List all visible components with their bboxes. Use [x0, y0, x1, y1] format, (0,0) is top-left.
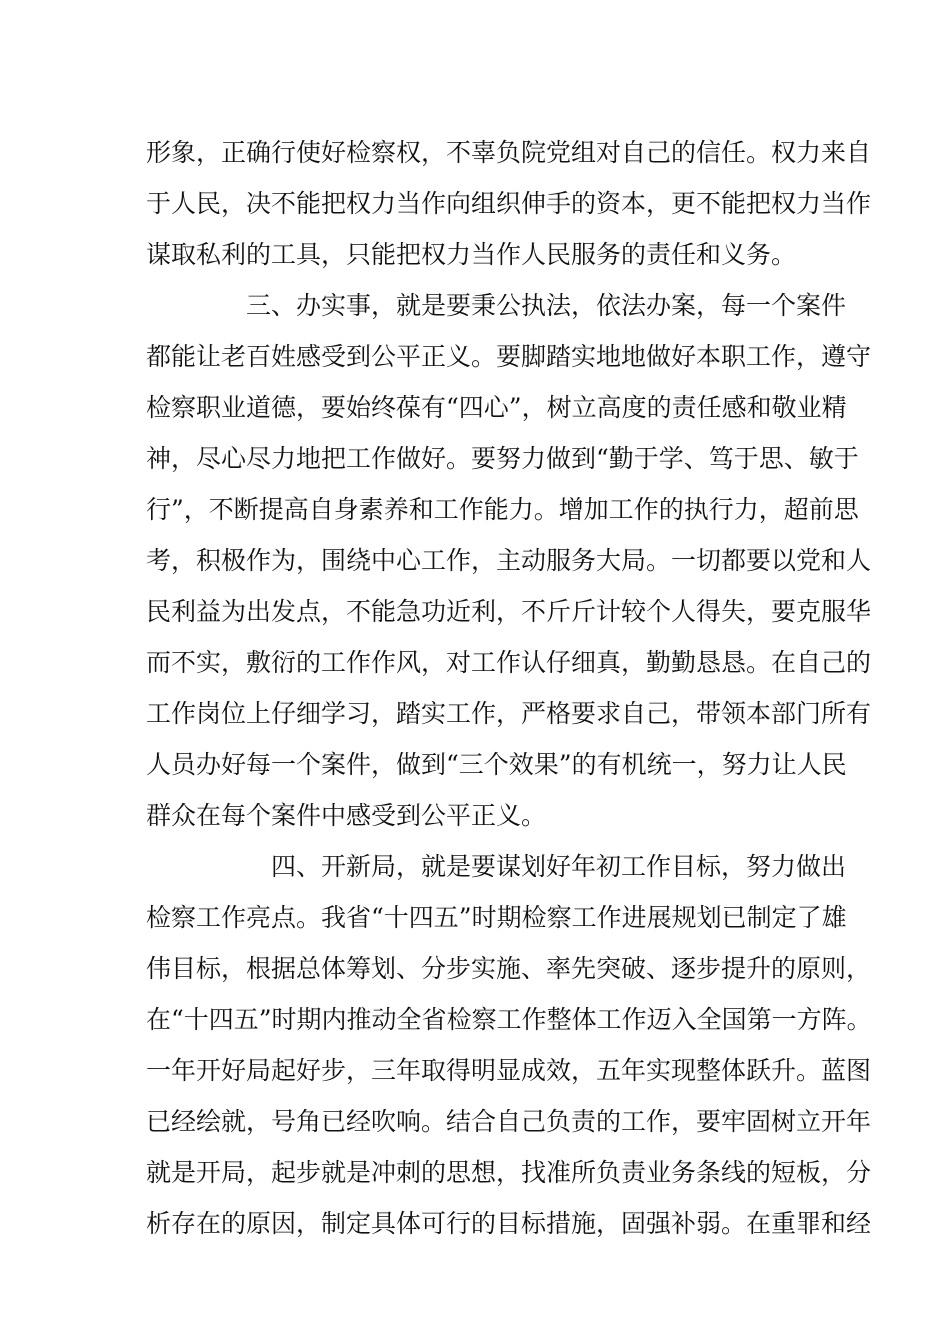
text-line: 民利益为出发点，不能急功近利，不斤斤计较个人得失，要克服华 — [146, 597, 872, 626]
text-line: 四、开新局，就是要谋划好年初工作目标，努力做出 — [271, 852, 847, 881]
text-line: 形象，正确行使好检察权，不辜负院党组对自己的信任。权力来自 — [146, 138, 872, 167]
text-line: 就是开局，起步就是冲刺的思想，找准所负责业务条线的短板，分 — [146, 1158, 872, 1187]
text-line: 人员办好每一个案件，做到“三个效果”的有机统一，努力让人民 — [146, 750, 847, 779]
text-line: 析存在的原因，制定具体可行的目标措施，固强补弱。在重罪和经 — [146, 1209, 872, 1238]
text-line: 考，积极作为，围绕中心工作，主动服务大局。一切都要以党和人 — [146, 546, 872, 575]
text-line: 群众在每个案件中感受到公平正义。 — [146, 801, 547, 830]
text-line: 检察工作亮点。我省“十四五”时期检察工作进展规划已制定了雄 — [146, 903, 847, 932]
text-line: 检察职业道德，要始终葆有“四心”，树立高度的责任感和敬业精 — [146, 393, 847, 422]
text-line: 谋取私利的工具，只能把权力当作人民服务的责任和义务。 — [146, 240, 797, 269]
text-line: 于人民，决不能把权力当作向组织伸手的资本，更不能把权力当作 — [146, 189, 872, 218]
text-line: 神，尽心尽力地把工作做好。要努力做到“勤于学、笃于思、敏于 — [146, 444, 859, 473]
text-line: 而不实，敷衍的工作作风，对工作认仔细真，勤勤恳恳。在自己的 — [146, 648, 872, 677]
text-line: 在“十四五”时期内推动全省检察工作整体工作迈入全国第一方阵。 — [146, 1005, 872, 1034]
text-line: 一年开好局起好步，三年取得明显成效，五年实现整体跃升。蓝图 — [146, 1056, 872, 1085]
text-line: 三、办实事，就是要秉公执法，依法办案，每一个案件 — [246, 291, 847, 320]
text-line: 工作岗位上仔细学习，踏实工作，严格要求自己，带领本部门所有 — [146, 699, 872, 728]
text-line: 已经绘就，号角已经吹响。结合自己负责的工作，要牢固树立开年 — [146, 1107, 872, 1136]
text-line: 行”，不断提高自身素养和工作能力。增加工作的执行力，超前思 — [146, 495, 859, 524]
text-line: 都能让老百姓感受到公平正义。要脚踏实地地做好本职工作，遵守 — [146, 342, 872, 371]
text-line: 伟目标，根据总体筹划、分步实施、率先突破、逐步提升的原则， — [146, 954, 872, 983]
